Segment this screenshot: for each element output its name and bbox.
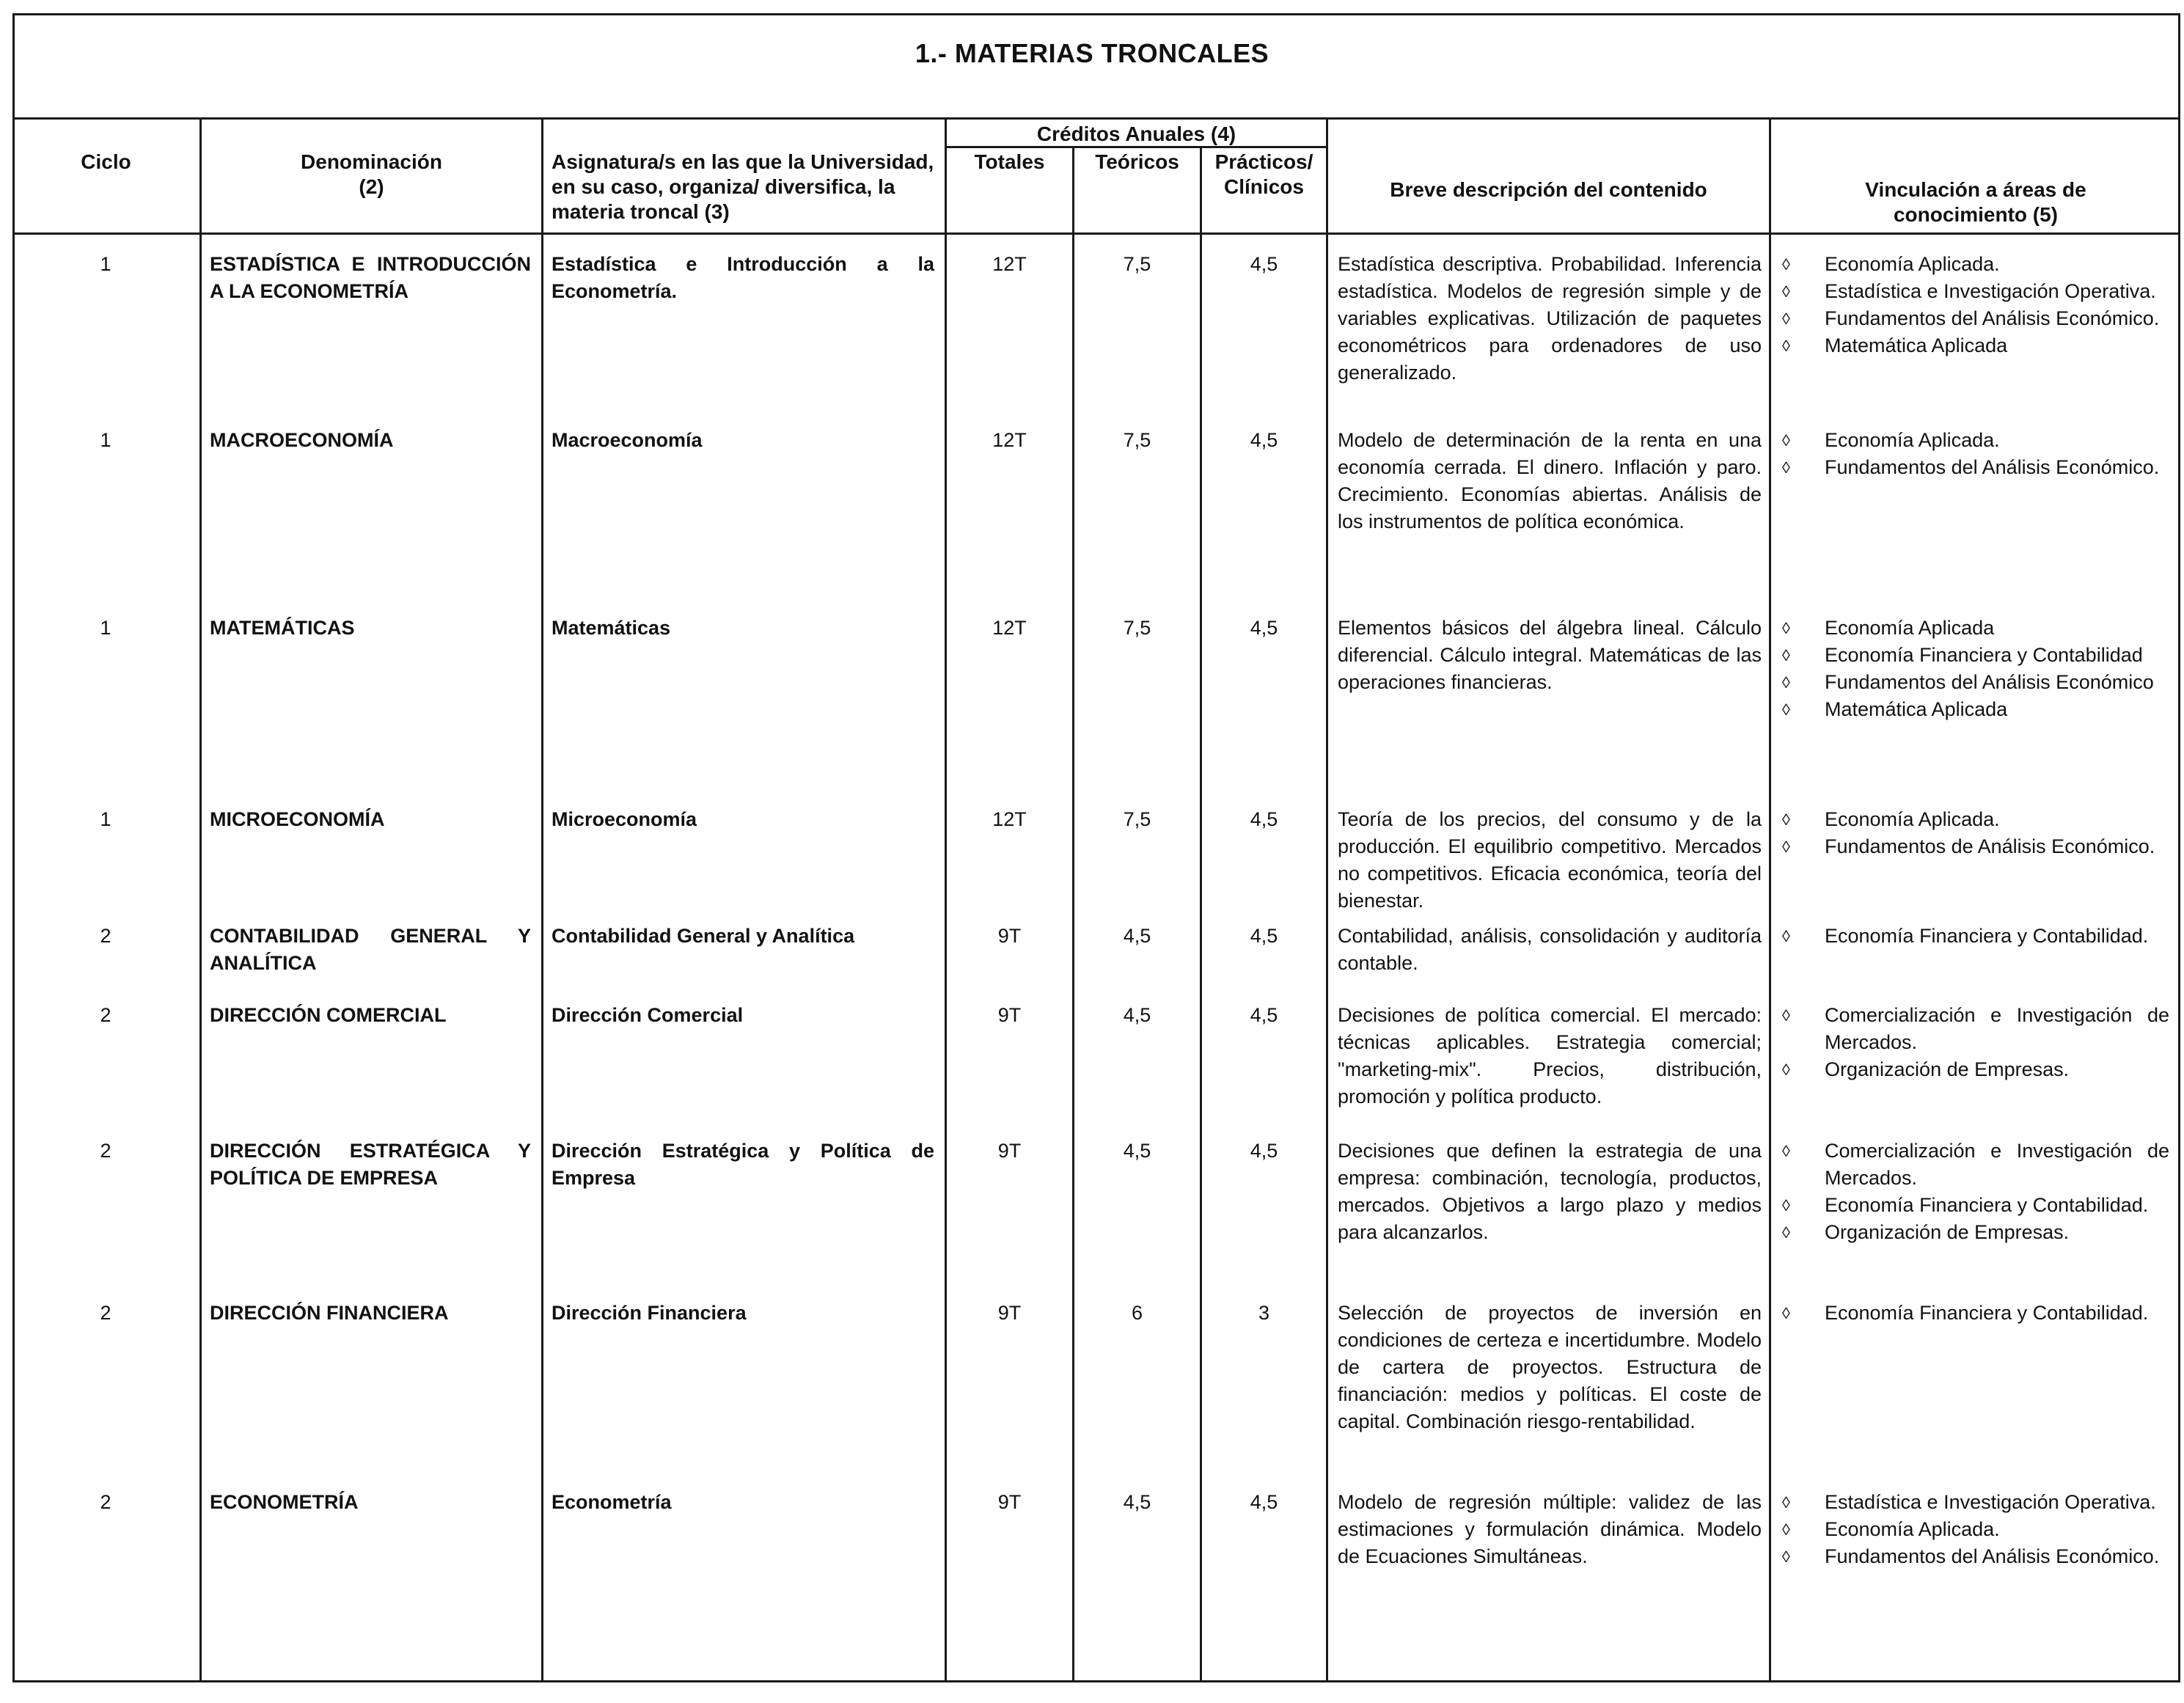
row-totales: 12T [992, 808, 1027, 830]
row-descripcion: Estadística descriptiva. Probabilidad. Inferencia estadística. Modelos de regresión simple y de variables explicativas. Utilización de paquetes econométricos para ordenadores de uso generalizado. [1338, 253, 1762, 384]
area-item [1781, 1056, 2169, 1083]
area-item [1781, 278, 2169, 305]
diamond-bullet-icon: ◊ [1782, 646, 1790, 664]
area-label: Economía Aplicada. [1825, 429, 2000, 451]
row-ciclo: 2 [100, 925, 111, 947]
area-label: Fundamentos del Análisis Económico. [1825, 456, 2160, 478]
row-ciclo: 1 [100, 617, 111, 639]
area-label: Comercialización e Investigación de Mercados. [1825, 1140, 2169, 1189]
title-divider [12, 117, 2180, 120]
row-practicos: 4,5 [1250, 808, 1278, 830]
header-totales: Totales [974, 150, 1045, 173]
row-teoricos: 4,5 [1123, 1140, 1151, 1162]
row-asignatura: Matemáticas [552, 617, 671, 639]
diamond-bullet-icon: ◊ [1782, 431, 1790, 450]
diamond-bullet-icon: ◊ [1782, 1223, 1790, 1242]
diamond-bullet-icon: ◊ [1782, 1196, 1790, 1215]
area-item [1781, 806, 2169, 833]
area-item [1781, 615, 2169, 642]
row-totales: 9T [997, 1491, 1022, 1513]
row-descripcion: Modelo de determinación de la renta en una economía cerrada. El dinero. Inflación y paro. Crecimiento. Economías abiertas. Análisis de los instrumentos de política económica. [1338, 429, 1762, 532]
area-item [1781, 1138, 2169, 1192]
row-areas-list [1781, 615, 2169, 723]
row-ciclo: 1 [100, 253, 111, 275]
area-item [1781, 1219, 2169, 1246]
diamond-bullet-icon: ◊ [1782, 1520, 1790, 1539]
row-descripcion: Selección de proyectos de inversión en condiciones de certeza e incertidumbre. Modelo de cartera de proyectos. Estructura de financiación: medios y políticas. El coste de capital. Combinación riesgo-rentabilidad. [1338, 1302, 1762, 1432]
row-practicos: 4,5 [1250, 1140, 1278, 1162]
row-teoricos: 7,5 [1123, 429, 1151, 451]
diamond-bullet-icon: ◊ [1782, 458, 1790, 477]
row-denominacion: MATEMÁTICAS [210, 617, 355, 639]
row-descripcion: Decisiones que definen la estrategia de una empresa: combinación, tecnología, productos, mercados. Objetivos a largo plazo y medios para alcanzarlos. [1338, 1140, 1762, 1243]
area-label: Fundamentos del Análisis Económico [1825, 671, 2154, 693]
header-practicos: Prácticos/ Clínicos [1214, 150, 1313, 198]
row-descripcion: Teoría de los precios, del consumo y de la producción. El equilibrio competitivo. Mercados no competitivos. Eficacia económica, teoría del bienestar. [1338, 808, 1762, 912]
area-label: Economía Financiera y Contabilidad. [1825, 925, 2149, 947]
area-item [1781, 305, 2169, 332]
row-asignatura: Estadística e Introducción a la Econometría. [552, 253, 934, 302]
header-ciclo: Ciclo [81, 150, 131, 173]
row-asignatura: Dirección Comercial [552, 1004, 744, 1026]
area-item [1781, 332, 2169, 359]
row-descripcion: Contabilidad, análisis, consolidación y auditoría contable. [1338, 925, 1762, 974]
col-divider-5 [1200, 146, 1202, 1682]
row-asignatura: Contabilidad General y Analítica [552, 925, 855, 947]
row-asignatura: Microeconomía [552, 808, 697, 830]
area-item [1781, 1002, 2169, 1056]
area-item [1781, 1300, 2169, 1327]
col-divider-3 [945, 117, 947, 1682]
header-teoricos: Teóricos [1095, 150, 1179, 173]
row-totales: 9T [997, 1004, 1022, 1026]
area-item [1781, 669, 2169, 696]
row-totales: 9T [997, 925, 1022, 947]
diamond-bullet-icon: ◊ [1782, 1142, 1790, 1160]
header-creditos: Créditos Anuales (4) [1036, 122, 1236, 145]
row-practicos: 4,5 [1250, 925, 1278, 947]
row-areas-list [1781, 1138, 2169, 1246]
area-item [1781, 1489, 2169, 1516]
row-totales: 12T [992, 429, 1027, 451]
row-ciclo: 2 [100, 1302, 111, 1324]
row-ciclo: 1 [100, 429, 111, 451]
diamond-bullet-icon: ◊ [1782, 673, 1790, 692]
row-denominacion: CONTABILIDAD GENERAL Y ANALÍTICA [210, 925, 531, 974]
header-asignaturas: Asignatura/s en las que la Universidad, en su caso, organiza/ diversifica, la materia troncal (3) [552, 150, 934, 223]
row-denominacion: MACROECONOMÍA [210, 429, 394, 451]
area-item [1781, 1192, 2169, 1219]
area-label: Comercialización e Investigación de Mercados. [1825, 1004, 2169, 1053]
area-label: Economía Aplicada. [1825, 1518, 2000, 1540]
row-asignatura: Dirección Financiera [552, 1302, 747, 1324]
row-asignatura: Econometría [552, 1491, 672, 1513]
row-denominacion: DIRECCIÓN COMERCIAL [210, 1004, 447, 1026]
row-denominacion: DIRECCIÓN FINANCIERA [210, 1302, 449, 1324]
area-label: Organización de Empresas. [1825, 1221, 2070, 1243]
area-item [1781, 454, 2169, 481]
row-teoricos: 4,5 [1123, 1004, 1151, 1026]
row-totales: 12T [992, 617, 1027, 639]
row-teoricos: 7,5 [1123, 808, 1151, 830]
diamond-bullet-icon: ◊ [1782, 1006, 1790, 1025]
row-areas-list [1781, 1489, 2169, 1570]
row-areas-list [1781, 1002, 2169, 1083]
diamond-bullet-icon: ◊ [1782, 927, 1790, 945]
diamond-bullet-icon: ◊ [1782, 255, 1790, 274]
row-practicos: 4,5 [1250, 617, 1278, 639]
diamond-bullet-icon: ◊ [1782, 1493, 1790, 1512]
row-ciclo: 2 [100, 1140, 111, 1162]
row-ciclo: 1 [100, 808, 111, 830]
area-item [1781, 1543, 2169, 1570]
diamond-bullet-icon: ◊ [1782, 1548, 1790, 1566]
row-denominacion: ESTADÍSTICA E INTRODUCCIÓN A LA ECONOMETRÍA [210, 253, 531, 302]
area-label: Economía Aplicada. [1825, 253, 2000, 275]
area-item [1781, 427, 2169, 454]
row-teoricos: 4,5 [1123, 1491, 1151, 1513]
row-areas-list [1781, 923, 2169, 950]
area-label: Fundamentos del Análisis Económico. [1825, 1545, 2160, 1567]
row-areas-list [1781, 1300, 2169, 1327]
row-denominacion: MICROECONOMÍA [210, 808, 385, 830]
area-label: Economía Financiera y Contabilidad. [1825, 1194, 2149, 1216]
area-item [1781, 1516, 2169, 1543]
row-practicos: 4,5 [1250, 1004, 1278, 1026]
row-asignatura: Macroeconomía [552, 429, 703, 451]
diamond-bullet-icon: ◊ [1782, 310, 1790, 328]
col-divider-6 [1326, 117, 1328, 1682]
col-divider-4 [1072, 146, 1074, 1682]
diamond-bullet-icon: ◊ [1782, 700, 1790, 719]
header-vinculacion: Vinculación a áreas de conocimiento (5) [1865, 178, 2086, 226]
header-divider [12, 232, 2180, 235]
diamond-bullet-icon: ◊ [1782, 1304, 1790, 1322]
row-practicos: 3 [1258, 1302, 1270, 1324]
area-label: Economía Aplicada. [1825, 808, 2000, 830]
area-label: Estadística e Investigación Operativa. [1825, 280, 2156, 302]
row-teoricos: 6 [1131, 1302, 1143, 1324]
row-descripcion: Modelo de regresión múltiple: validez de las estimaciones y formulación dinámica. Modelo de Ecuaciones Simultáneas. [1338, 1491, 1762, 1567]
row-ciclo: 2 [100, 1491, 111, 1513]
row-areas-list [1781, 427, 2169, 481]
row-practicos: 4,5 [1250, 429, 1278, 451]
area-label: Matemática Aplicada [1825, 698, 2008, 720]
area-label: Organización de Empresas. [1825, 1058, 2070, 1080]
area-label: Fundamentos de Análisis Económico. [1825, 835, 2155, 857]
diamond-bullet-icon: ◊ [1782, 619, 1790, 637]
diamond-bullet-icon: ◊ [1782, 838, 1790, 856]
area-item [1781, 696, 2169, 723]
row-descripcion: Decisiones de política comercial. El mercado: técnicas aplicables. Estrategia comercial; "marketing-mix". Precios, distribución, promoción y política producto. [1338, 1004, 1762, 1107]
row-teoricos: 7,5 [1123, 253, 1151, 275]
area-item [1781, 833, 2169, 860]
row-ciclo: 2 [100, 1004, 111, 1026]
row-totales: 9T [997, 1140, 1022, 1162]
area-label: Economía Aplicada [1825, 617, 1995, 639]
row-teoricos: 4,5 [1123, 925, 1151, 947]
area-item [1781, 923, 2169, 950]
row-teoricos: 7,5 [1123, 617, 1151, 639]
area-label: Fundamentos del Análisis Económico. [1825, 307, 2160, 329]
header-descripcion: Breve descripción del contenido [1390, 178, 1707, 201]
header-denominacion: Denominación (2) [301, 150, 442, 198]
row-denominacion: ECONOMETRÍA [210, 1491, 359, 1513]
row-descripcion: Elementos básicos del álgebra lineal. Cálculo diferencial. Cálculo integral. Matemáticas de las operaciones financieras. [1338, 617, 1762, 693]
area-label: Economía Financiera y Contabilidad [1825, 644, 2143, 666]
area-label: Matemática Aplicada [1825, 334, 2008, 356]
page-title: 1.- MATERIAS TRONCALES [915, 38, 1269, 68]
row-totales: 12T [992, 253, 1027, 275]
col-divider-2 [541, 117, 543, 1682]
row-asignatura: Dirección Estratégica y Política de Empresa [552, 1140, 934, 1189]
row-areas-list [1781, 251, 2169, 359]
col-divider-7 [1769, 117, 1771, 1682]
row-practicos: 4,5 [1250, 1491, 1278, 1513]
row-denominacion: DIRECCIÓN ESTRATÉGICA Y POLÍTICA DE EMPRESA [210, 1140, 531, 1189]
area-item [1781, 251, 2169, 278]
row-totales: 9T [997, 1302, 1022, 1324]
diamond-bullet-icon: ◊ [1782, 810, 1790, 829]
diamond-bullet-icon: ◊ [1782, 1061, 1790, 1079]
area-label: Estadística e Investigación Operativa. [1825, 1491, 2156, 1513]
row-areas-list [1781, 806, 2169, 860]
area-label: Economía Financiera y Contabilidad. [1825, 1302, 2149, 1324]
diamond-bullet-icon: ◊ [1782, 337, 1790, 355]
diamond-bullet-icon: ◊ [1782, 282, 1790, 301]
row-practicos: 4,5 [1250, 253, 1278, 275]
area-item [1781, 642, 2169, 669]
col-divider-1 [199, 117, 202, 1682]
